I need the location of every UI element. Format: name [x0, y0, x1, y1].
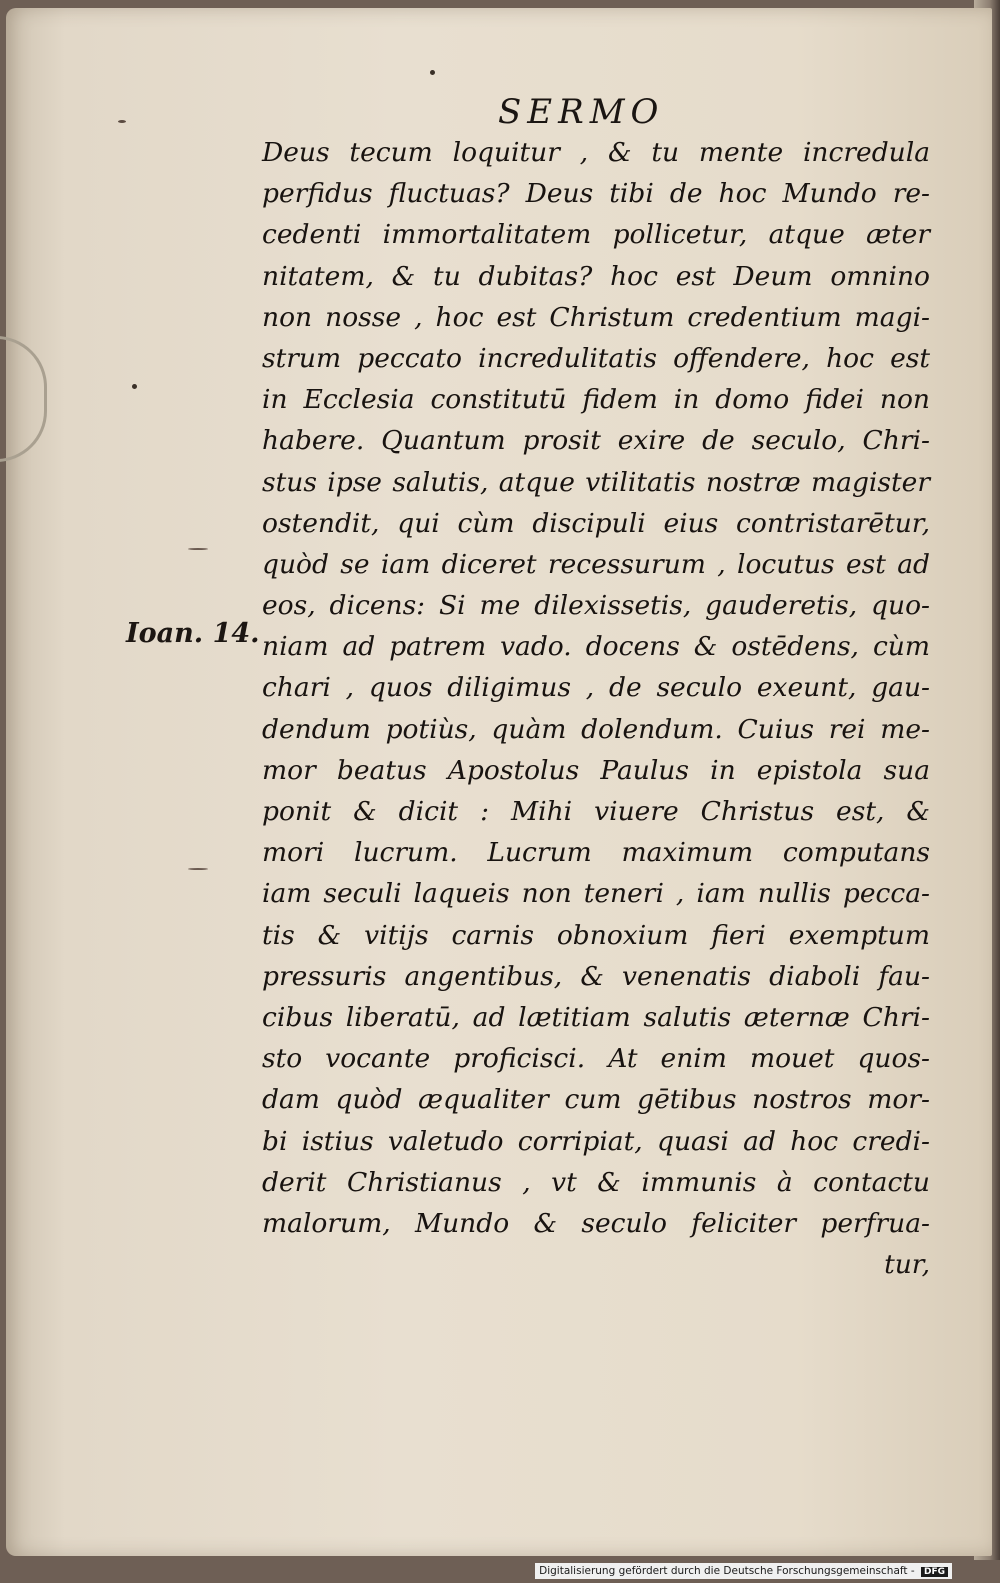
text-line: tis & vitijs carnis obnoxium fieri exemptum	[262, 919, 930, 951]
text-line: iam seculi laqueis non teneri , iam nullis pecca-	[262, 878, 930, 910]
text-line: in Ecclesia constitutū fidem in domo fidei non	[262, 384, 930, 416]
ink-speck	[132, 384, 137, 389]
text-line: eos, dicens: Si me dilexissetis, gauderetis, quo-	[262, 590, 930, 622]
ink-mark	[188, 868, 208, 870]
body-text	[262, 132, 930, 1285]
text-line: malorum, Mundo & seculo feliciter perfrua-	[262, 1207, 930, 1239]
text-line: cedenti immortalitatem pollicetur, atque æter	[262, 219, 930, 251]
ink-speck	[430, 70, 435, 75]
ink-mark	[188, 548, 208, 550]
text-line: non nosse , hoc est Christum credentium magi-	[262, 301, 930, 333]
text-line: derit Christianus , vt & immunis à contactu	[262, 1166, 930, 1198]
text-line: cibus liberatū, ad lætitiam salutis æternæ Chri-	[262, 1001, 930, 1033]
text-line: mori lucrum. Lucrum maximum computans	[262, 837, 930, 869]
dfg-logo-icon: DFG	[921, 1567, 948, 1577]
text-line: quòd se iam diceret recessurum , locutus est ad	[262, 548, 930, 580]
text-line: stus ipse salutis, atque vtilitatis nostræ magister	[262, 466, 930, 498]
text-line: dam quòd æqualiter cum gētibus nostros mor-	[262, 1084, 930, 1116]
text-line: nitatem, & tu dubitas? hoc est Deum omnino	[262, 260, 930, 292]
text-line: ponit & dicit : Mihi viuere Christus est, &	[262, 796, 930, 827]
credit-text: Digitalisierung gefördert durch die Deutsche Forschungsgemeinschaft -	[539, 1565, 915, 1577]
text-line: niam ad patrem vado. docens & ostēdens, cùm	[262, 631, 930, 663]
text-line: perfidus fluctuas? Deus tibi de hoc Mundo re-	[262, 178, 930, 210]
text-line: ostendit, qui cùm discipuli eius contristarētur,	[262, 507, 930, 539]
text-line-catchword: tur,	[884, 1249, 930, 1281]
text-line: strum peccato incredulitatis offendere, hoc est	[262, 342, 930, 374]
text-line: pressuris angentibus, & venenatis diaboli fau-	[262, 960, 930, 992]
text-line: Deus tecum loquitur , & tu mente incredula	[262, 137, 930, 168]
ink-speck	[118, 120, 126, 123]
text-line: bi istius valetudo corripiat, quasi ad hoc credi-	[262, 1125, 930, 1157]
text-line: mor beatus Apostolus Paulus in epistola sua	[262, 754, 930, 786]
margin-note: Ioan. 14.	[126, 618, 260, 649]
page-header: SERMO	[498, 92, 665, 132]
text-line: habere. Quantum prosit exire de seculo, Chri-	[262, 425, 930, 457]
text-line: dendum potiùs, quàm dolendum. Cuius rei me-	[262, 713, 930, 745]
text-line: chari , quos diligimus , de seculo exeunt, gau-	[262, 672, 930, 704]
clasp-mark	[0, 336, 47, 462]
text-line: sto vocante proficisci. At enim mouet quos-	[262, 1043, 930, 1075]
digitization-credit	[535, 1563, 952, 1579]
